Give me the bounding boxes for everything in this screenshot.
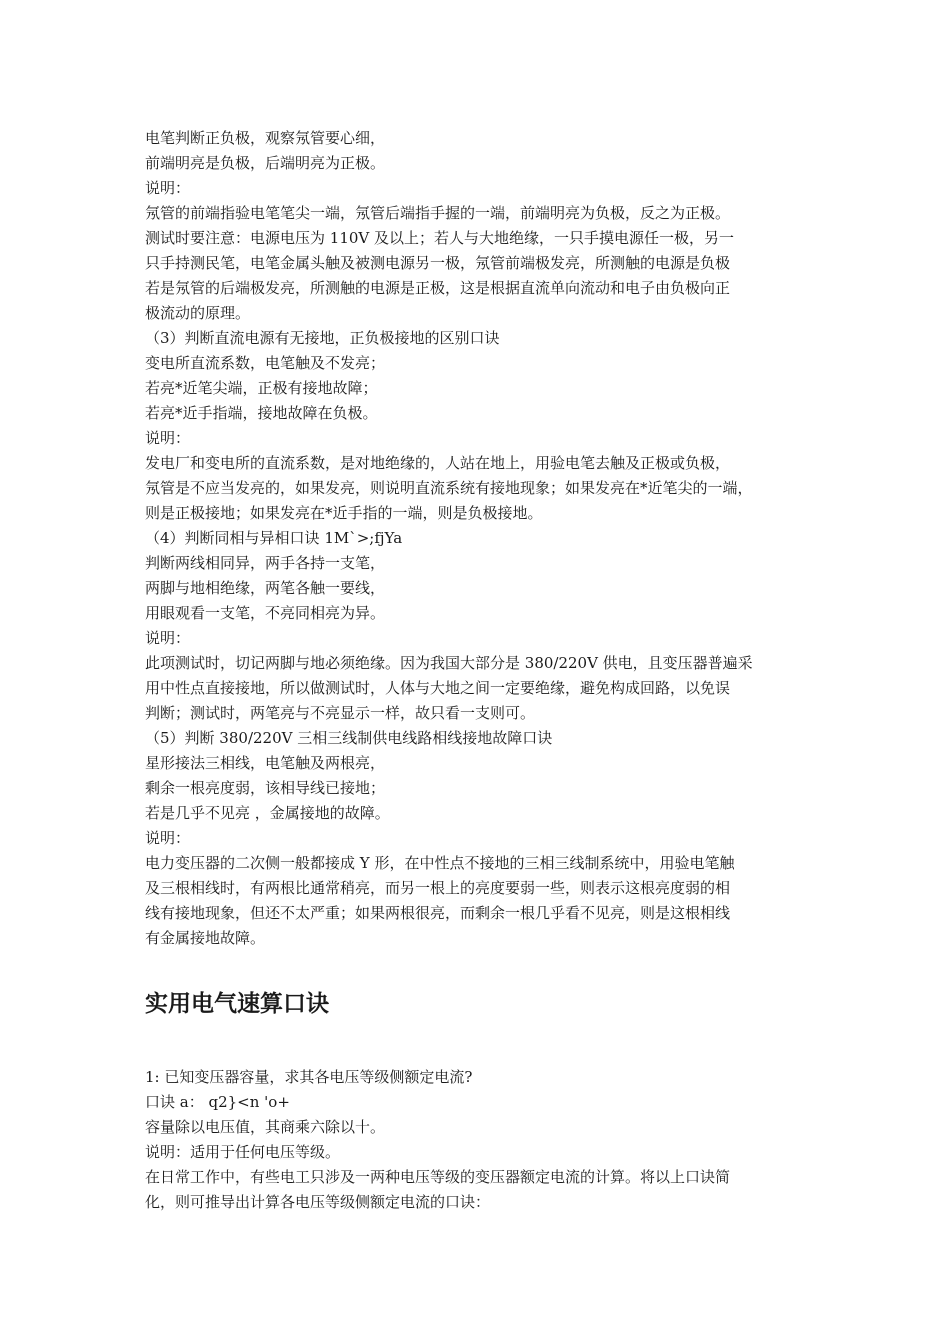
text-line: 电笔判断正负极，观察氖管要心细， <box>145 129 386 147</box>
text-line: 化，则可推导出计算各电压等级侧额定电流的口诀： <box>145 1193 491 1211</box>
section-a <box>145 126 825 951</box>
text-line: 及三根相线时，有两根比通常稍亮，而另一根上的亮度要弱一些，则表示这根亮度弱的相 <box>145 879 731 897</box>
text-line: 判断两线相同异，两手各持一支笔， <box>145 554 386 572</box>
text-line: 说明： <box>145 629 191 647</box>
text-line: 线有接地现象，但还不太严重；如果两根很亮，而剩余一根几乎看不见亮，则是这根相线 <box>145 904 731 922</box>
text-line: 说明： <box>145 429 191 447</box>
text-line: 两脚与地相绝缘，两笔各触一要线， <box>145 579 386 597</box>
text-line: 若是氖管的后端极发亮，所测触的电源是正极，这是根据直流单向流动和电子由负极向正 <box>145 279 731 297</box>
text-line: 说明： <box>145 179 191 197</box>
text-line: 变电所直流系数，电笔触及不发亮； <box>145 354 386 372</box>
text-line: 电力变压器的二次侧一般都接成 Y 形，在中性点不接地的三相三线制系统中，用验电笔触 <box>145 854 735 872</box>
text-line: （3）判断直流电源有无接地，正负极接地的区别口诀 <box>145 329 500 347</box>
text-line: 1: 已知变压器容量，求其各电压等级侧额定电流? <box>145 1068 473 1086</box>
text-line: 氖管的前端指验电笔笔尖一端，氖管后端指手握的一端，前端明亮为负极，反之为正极。 <box>145 204 731 222</box>
text-line: 容量除以电压值，其商乘六除以十。 <box>145 1118 386 1136</box>
text-line: 用眼观看一支笔，不亮同相亮为异。 <box>145 604 386 622</box>
text-line: 用中性点直接接地，所以做测试时，人体与大地之间一定要绝缘，避免构成回路，以免误 <box>145 679 731 697</box>
text-line: 在日常工作中，有些电工只涉及一两种电压等级的变压器额定电流的计算。将以上口诀简 <box>145 1168 731 1186</box>
text-line: 若是几乎不见亮 ，金属接地的故障。 <box>145 804 390 822</box>
text-line: 说明： <box>145 829 191 847</box>
text-line: 此项测试时，切记两脚与地必须绝缘。因为我国大部分是 380/220V 供电，且变压器普遍采 <box>145 654 753 672</box>
text-line: 口诀 a： q2}<n 'o+ <box>145 1093 290 1111</box>
text-line: 则是正极接地；如果发亮在*近手指的一端，则是负极接地。 <box>145 504 543 522</box>
text-line: 有金属接地故障。 <box>145 929 266 947</box>
text-line: 若亮*近手指端，接地故障在负极。 <box>145 404 378 422</box>
text-line: 判断；测试时，两笔亮与不亮显示一样，故只看一支则可。 <box>145 704 536 722</box>
document-page <box>145 126 825 1215</box>
text-line: （4）判断同相与异相口诀 1M`>;fjYa <box>145 529 403 547</box>
section-b <box>145 1065 825 1215</box>
text-line: （5）判断 380/220V 三相三线制供电线路相线接地故障口诀 <box>145 729 553 747</box>
text-line: 前端明亮是负极，后端明亮为正极。 <box>145 154 386 172</box>
text-line: 极流动的原理。 <box>145 304 251 322</box>
text-line: 剩余一根亮度弱，该相导线已接地； <box>145 779 386 797</box>
text-line: 测试时要注意：电源电压为 110V 及以上；若人与大地绝缘，一只手摸电源任一极，另一 <box>145 229 735 247</box>
text-line: 星形接法三相线，电笔触及两根亮， <box>145 754 386 772</box>
text-line: 说明：适用于任何电压等级。 <box>145 1143 341 1161</box>
section-heading: 实用电气速算口诀 <box>145 991 329 1017</box>
text-line: 若亮*近笔尖端，正极有接地故障； <box>145 379 378 397</box>
text-line: 氖管是不应当发亮的，如果发亮，则说明直流系统有接地现象；如果发亮在*近笔尖的一端， <box>145 479 753 497</box>
text-line: 只手持测民笔，电笔金属头触及被测电源另一极，氖管前端极发亮，所测触的电源是负极 <box>145 254 731 272</box>
text-line: 发电厂和变电所的直流系数，是对地绝缘的，人站在地上，用验电笔去触及正极或负极， <box>145 454 731 472</box>
